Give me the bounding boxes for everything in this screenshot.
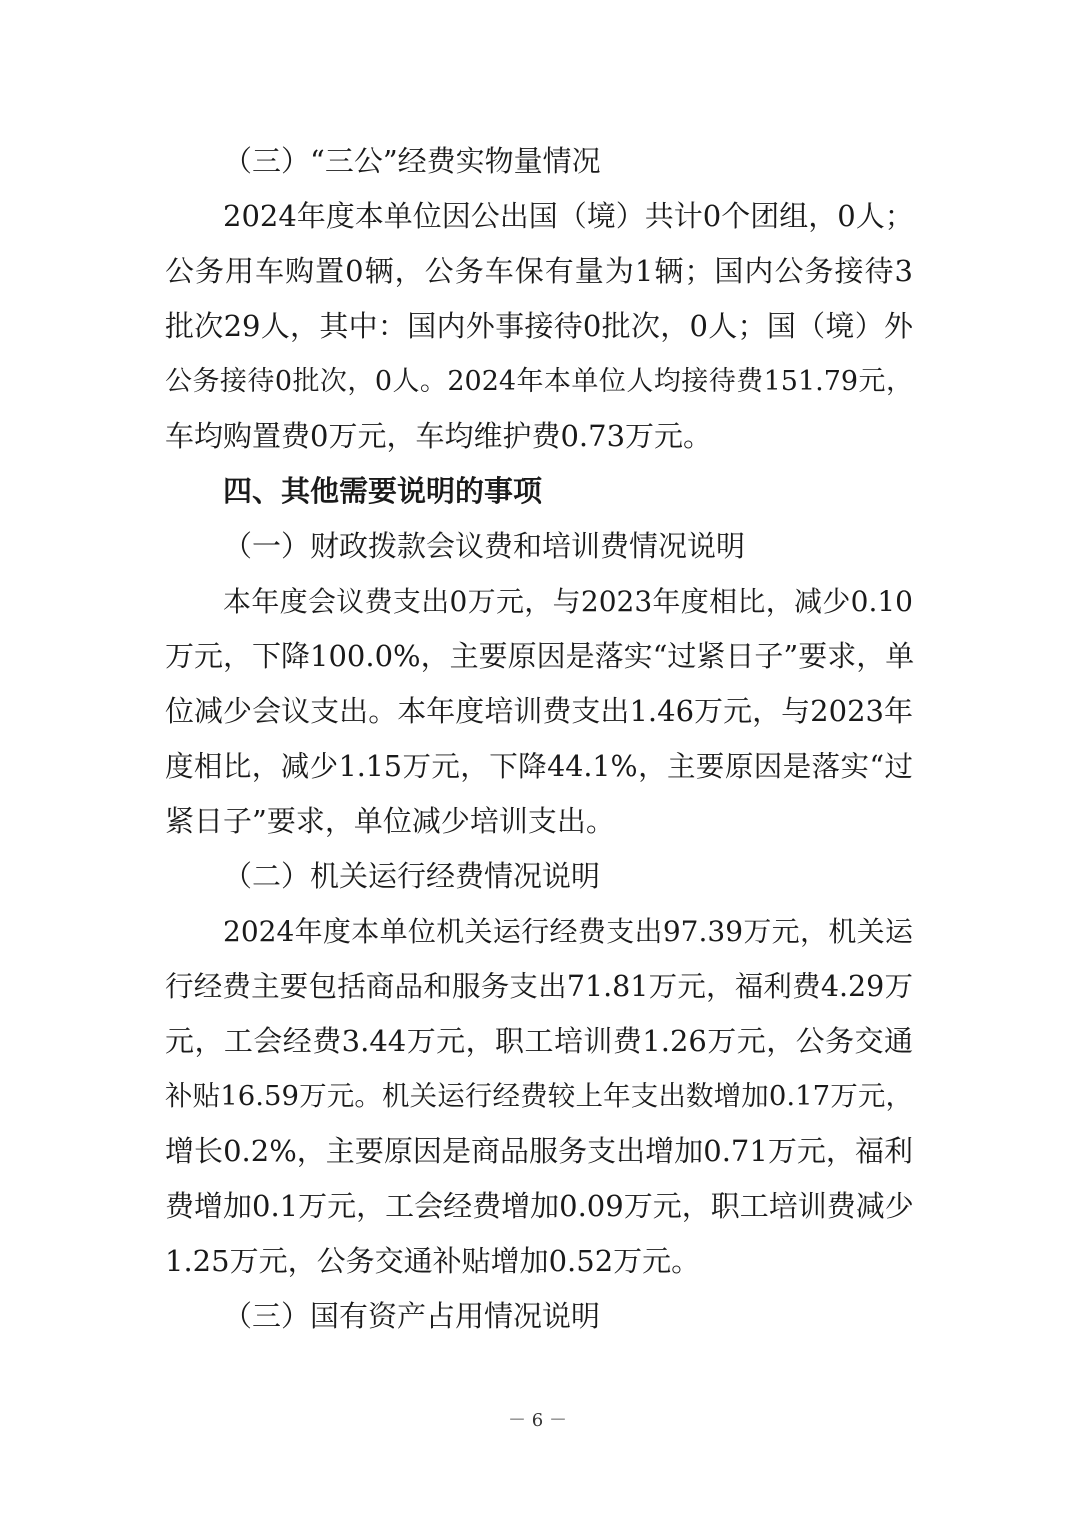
- heading-other-matters: 四、其他需要说明的事项: [223, 474, 543, 508]
- text-line: 费增加0.1万元，工会经费增加0.09万元，职工培训费减少: [165, 1189, 914, 1223]
- text-line: 公务用车购置0辆，公务车保有量为1辆；国内公务接待3: [165, 254, 913, 288]
- subheading-three-public-quantity: （三）“三公”经费实物量情况: [223, 144, 601, 178]
- text-line: 行经费主要包括商品和服务支出71.81万元，福利费4.29万: [165, 970, 913, 1003]
- text-line: 位减少会议支出。本年度培训费支出1.46万元，与2023年: [165, 694, 913, 728]
- text-line: 2024年度本单位机关运行经费支出97.39万元，机关运: [223, 915, 913, 948]
- text-line: 万元，下降100.0%，主要原因是落实“过紧日子”要求，单: [165, 639, 915, 673]
- paragraph-meeting-training-fees: [165, 574, 913, 849]
- paragraph-operating-expenses: [165, 904, 913, 1289]
- paragraph-three-public-quantity: [165, 189, 913, 464]
- text-line: 批次29人，其中：国内外事接待0批次，0人；国（境）外: [165, 309, 913, 343]
- subheading-operating-expenses: （二）机关运行经费情况说明: [223, 859, 601, 893]
- text-line: 增长0.2%，主要原因是商品服务支出增加0.71万元，福利: [165, 1134, 913, 1168]
- text-line: 紧日子”要求，单位减少培训支出。: [165, 804, 615, 838]
- text-line: 1.25万元，公务交通补贴增加0.52万元。: [165, 1244, 701, 1278]
- text-line: 补贴16.59万元。机关运行经费较上年支出数增加0.17万元，: [165, 1080, 913, 1112]
- text-line: 度相比，减少1.15万元，下降44.1%，主要原因是落实“过: [165, 750, 913, 783]
- text-line: 本年度会议费支出0万元，与2023年度相比，减少0.10: [223, 585, 913, 618]
- text-line: 2024年度本单位因公出国（境）共计0个团组，0人；: [223, 199, 914, 233]
- text-line: 车均购置费0万元，车均维护费0.73万元。: [165, 419, 713, 453]
- page-number: － 6 －: [508, 1410, 567, 1431]
- text-line: 元，工会经费3.44万元，职工培训费1.26万元，公务交通: [165, 1024, 913, 1058]
- subheading-state-assets: （三）国有资产占用情况说明: [223, 1299, 601, 1333]
- text-line: 公务接待0批次，0人。2024年本单位人均接待费151.79元，: [165, 366, 913, 397]
- document-body: [165, 134, 913, 1344]
- subheading-meeting-training-fees: （一）财政拨款会议费和培训费情况说明: [223, 529, 746, 563]
